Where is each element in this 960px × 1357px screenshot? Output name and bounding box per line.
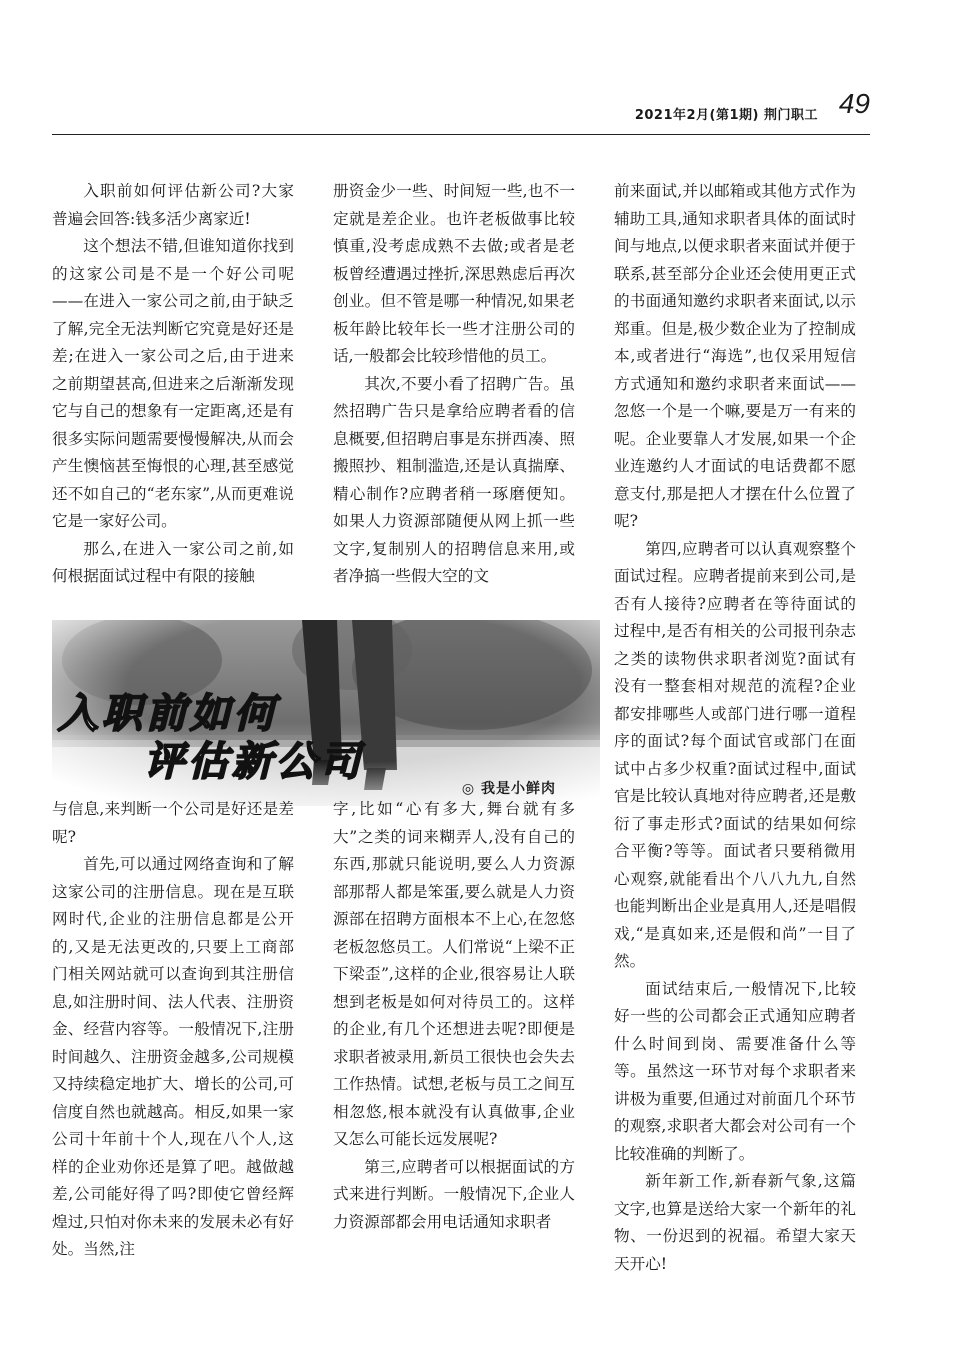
column-1-bottom — [52, 796, 294, 1264]
paragraph: 第三,应聘者可以根据面试的方式来进行判断。一般情况下,企业人力资源部都会用电话通知求职者 — [333, 1157, 575, 1231]
column-3 — [614, 178, 856, 1278]
paragraph: 首先,可以通过网络查询和了解这家公司的注册信息。现在是互联网时代,企业的注册信息都是公开的,又是无法更改的,只要上工商部门相关网站就可以查询到其注册信息,如注册时间、法人代表、注册资金、经营内容等。一般情况下,注册时间越久、注册资金越多,公司规模又持续稳定地扩大、增长的公司,可信度自然也就越高。相反,如果一家公司十年前十个人,现在八个人,这样的企业劝你还是算了吧。越做越差,公司能好得了吗?即使它曾经辉煌过,只怕对你未来的发展未必有好处。当然,注 — [52, 855, 294, 1258]
column-2-top — [333, 178, 575, 591]
paragraph: 其次,不要小看了招聘广告。虽然招聘广告只是拿给应聘者看的信息概要,但招聘启事是东拼西凑、照搬照抄、粗制滥造,还是认真揣摩、精心制作?应聘者稍一琢磨便知。如果人力资源部随便从网上抓一些文字,复制别人的招聘信息来用,或者净搞一些假大空的文 — [333, 374, 575, 585]
paragraph: 新年新工作,新春新气象,这篇文字,也算是送给大家一个新年的礼物、一份迟到的祝福。希望大家天天开心! — [614, 1172, 856, 1273]
issue-info: 2021年2月(第1期) 荆门职工 — [634, 108, 818, 123]
author-byline: ◎ 我是小鲜肉 — [461, 781, 556, 797]
column-1-top — [52, 178, 294, 591]
article-title-line-2: 评估新公司 — [144, 739, 364, 785]
paragraph: 入职前如何评估新公司?大家普遍会回答:钱多活少离家近! — [52, 182, 294, 228]
paragraph: 这个想法不错,但谁知道你找到的这家公司是不是一个好公司呢——在进入一家公司之前,由于缺乏了解,完全无法判断它究竟是好还是差;在进入一家公司之后,由于进来之前期望甚高,但进来之后渐渐发现它与自己的想象有一定距离,还是有很多实际问题需要慢慢解决,从而会产生懊恼甚至悔恨的心理,甚至感觉还不如自己的“老东家”,从而更难说它是一家好公司。 — [52, 237, 294, 530]
paragraph: 字,比如“心有多大,舞台就有多大”之类的词来糊弄人,没有自己的东西,那就只能说明,要么人力资源部那帮人都是笨蛋,要么就是人力资源部在招聘方面根本不上心,在忽悠老板忽悠员工。人们常说“上梁不正下梁歪”,这样的企业,很容易让人联想到老板是如何对待员工的。这样的企业,有几个还想进去呢?即便是求职者被录用,新员工很快也会失去工作热情。试想,老板与员工之间互相忽悠,根本就没有认真做事,企业又怎么可能长远发展呢? — [333, 800, 575, 1148]
paragraph: 前来面试,并以邮箱或其他方式作为辅助工具,通知求职者具体的面试时间与地点,以便求职者来面试并便于联系,甚至部分企业还会使用更正式的书面通知邀约求职者来面试,以示郑重。但是,极少数企业为了控制成本,或者进行“海选”,也仅采用短信方式通知和邀约求职者来面试——忽悠一个是一个嘛,要是万一有来的呢。企业要靠人才发展,如果一个企业连邀约人才面试的电话费都不愿意支付,那是把人才摆在什么位置了呢? — [614, 182, 856, 530]
paragraph: 第四,应聘者可以认真观察整个面试过程。应聘者提前来到公司,是否有人接待?应聘者在等待面试的过程中,是否有相关的公司报刊杂志之类的读物供求职者浏览?面试有没有一整套相对规范的流程?企业都安排哪些人或部门进行哪一道程序的面试?每个面试官或部门在面试中占多少权重?面试过程中,面试官是比较认真地对待应聘者,还是敷衍了事走形式?面试的结果如何综合平衡?等等。面试者只要稍微用心观察,就能看出个八八九九,自然也能判断出企业是真用人,还是唱假戏,“是真如来,还是假和尚”一目了然。 — [614, 539, 856, 970]
paragraph: 册资金少一些、时间短一些,也不一定就是差企业。也许老板做事比较慎重,没考虑成熟不去做;或者是老板曾经遭遇过挫折,深思熟虑后再次创业。但不管是哪一种情况,如果老板年龄比较年长一些才注册公司的话,一般都会比较珍惜他的员工。 — [333, 182, 575, 365]
paragraph: 面试结束后,一般情况下,比较好一些的公司都会正式通知应聘者什么时间到岗、需要准备什么等等。虽然这一环节对每个求职者来讲极为重要,但通过对前面几个环节的观察,求职者大都会对公司有一个比较准确的判断了。 — [614, 979, 856, 1163]
page-header — [52, 88, 870, 135]
title-photo-banner — [52, 620, 600, 806]
article-title-line-1: 入职前如何 — [58, 691, 278, 737]
column-2-bottom — [333, 796, 575, 1236]
paragraph: 与信息,来判断一个公司是好还是差呢? — [52, 800, 294, 846]
paragraph: 那么,在进入一家公司之前,如何根据面试过程中有限的接触 — [52, 539, 294, 585]
page-number: 49 — [838, 88, 870, 119]
